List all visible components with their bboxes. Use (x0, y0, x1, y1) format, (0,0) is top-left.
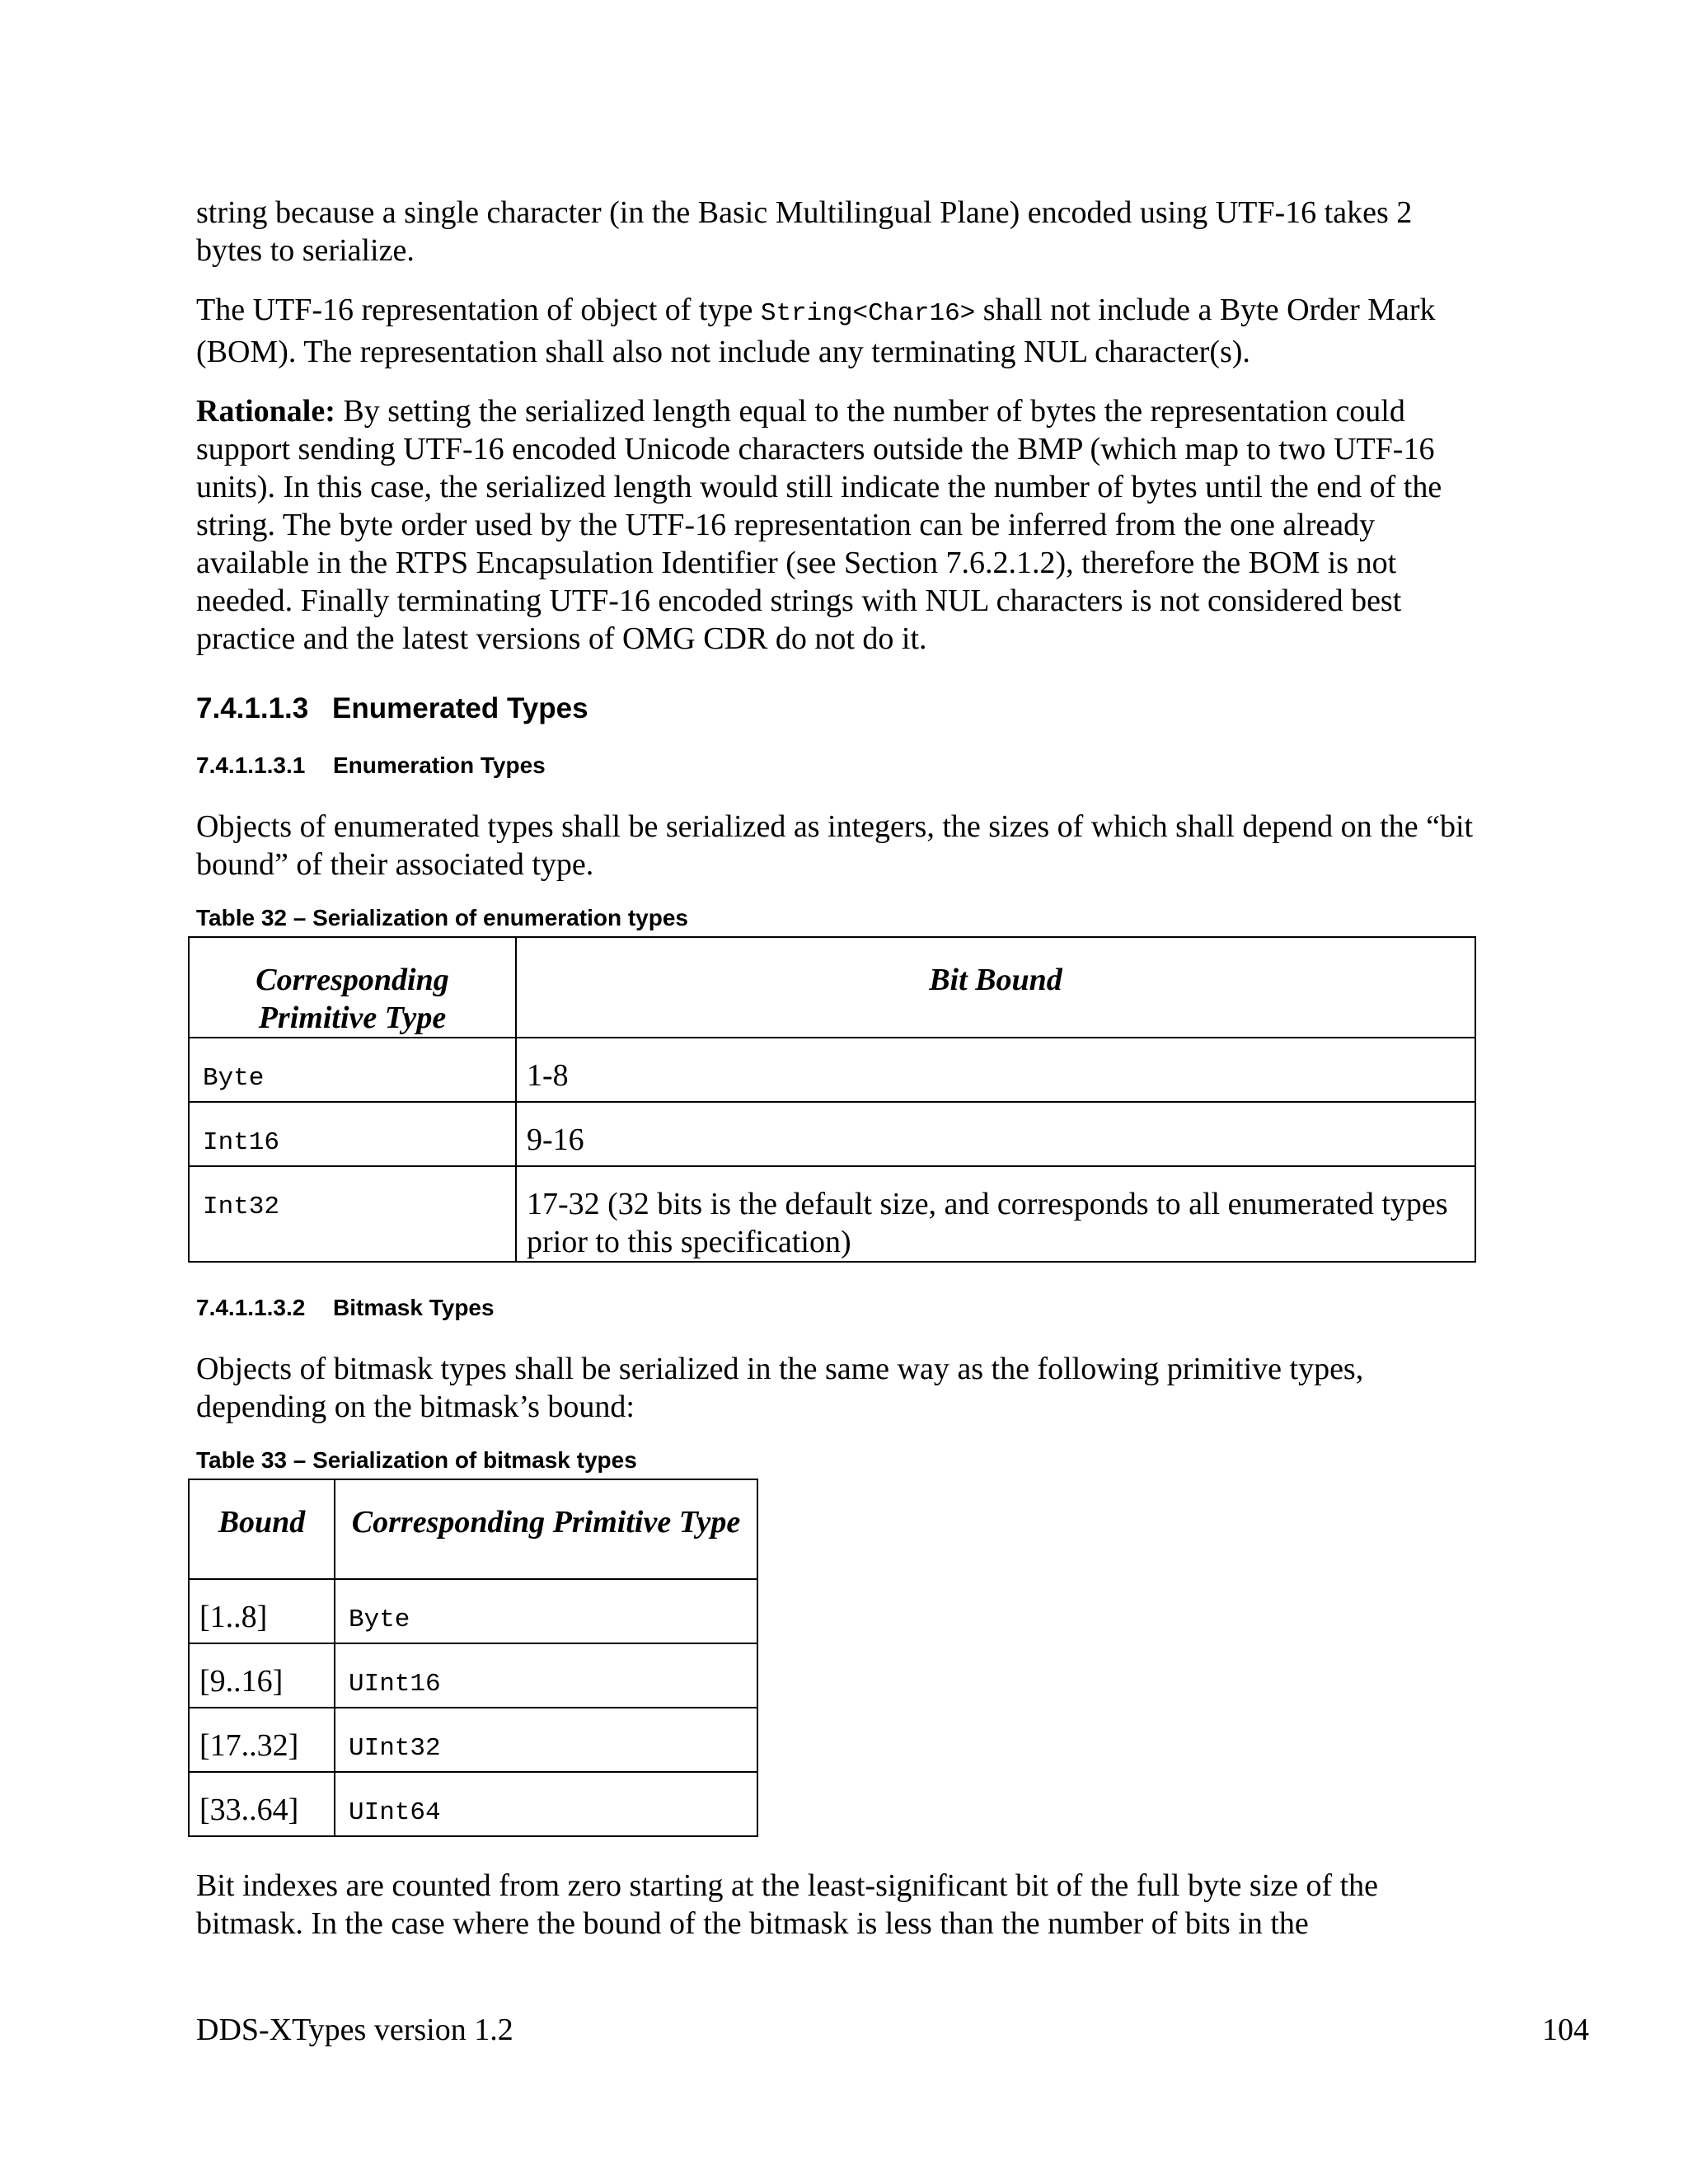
table-cell-bound: [17..32] (189, 1708, 335, 1772)
table-row (189, 1038, 1475, 1102)
heading-enumeration-types (196, 752, 1482, 780)
paragraph-bom-end: shall not include a Byte Order Mark (BOM). The representation shall also not include any terminating NUL character(s). (196, 293, 1436, 369)
table-32-enumeration-types (188, 936, 1476, 1263)
table-cell-bound: 1-8 (516, 1038, 1475, 1102)
paragraph-enum-intro: Objects of enumerated types shall be serialized as integers, the sizes of which shall depend on the “bit bound” of their associated type. (196, 809, 1474, 882)
table-cell-type: UInt16 (335, 1643, 757, 1708)
table-33-caption: Table 33 – Serialization of bitmask types (196, 1447, 637, 1473)
table-cell-type: UInt64 (335, 1772, 757, 1836)
table-header-cell: Bit Bound (516, 937, 1475, 1038)
table-cell-bound: [9..16] (189, 1643, 335, 1708)
table-row (189, 1166, 1475, 1262)
heading-title: Bitmask Types (333, 1295, 495, 1320)
table-cell-bound: 17-32 (32 bits is the default size, and corresponds to all enumerated types prior to this specification) (516, 1166, 1475, 1262)
table-33-bitmask-types (188, 1479, 758, 1837)
table-cell-bound: [1..8] (189, 1579, 335, 1643)
paragraph-bom (196, 291, 1482, 371)
heading-number: 7.4.1.1.3 (196, 692, 309, 724)
paragraph-rationale (196, 392, 1482, 658)
table-32-caption: Table 32 – Serialization of enumeration types (196, 905, 688, 930)
heading-enumerated-types (196, 691, 1482, 727)
table-row (189, 1772, 757, 1836)
table-cell-type: Byte (189, 1038, 516, 1102)
rationale-label: Rationale: (196, 394, 335, 429)
table-cell-bound: 9-16 (516, 1102, 1475, 1166)
table-header-cell: Corresponding Primitive Type (335, 1479, 757, 1579)
heading-title: Enumeration Types (333, 752, 546, 778)
heading-number: 7.4.1.1.3.1 (196, 752, 306, 778)
rationale-text: By setting the serialized length equal to the number of bytes the representation could support sending UTF-16 encoded Unicode characters outside the BMP (which map to two UTF-16 units). In this case, the serialized length would still indicate the number of bytes until the end of the string. The byte order used by the UTF-16 representation can be inferred from the one already available in the RTPS Encapsulation Identifier (see Section 7.6.2.1.2), therefore the BOM is not needed. Finally terminating UTF-16 encoded strings with NUL characters is not considered best practice and the latest versions of OMG CDR do not do it. (196, 394, 1442, 656)
table-header-cell: Corresponding Primitive Type (189, 937, 516, 1038)
page-content (196, 194, 1482, 1964)
table-cell-type: Int16 (189, 1102, 516, 1166)
table-row (189, 1102, 1475, 1166)
table-cell-bound: [33..64] (189, 1772, 335, 1836)
page-footer (196, 2011, 1589, 2049)
table-cell-type: Byte (335, 1579, 757, 1643)
table-cell-type: UInt32 (335, 1708, 757, 1772)
table-header-cell: Bound (189, 1479, 335, 1579)
paragraph-bit-indexes: Bit indexes are counted from zero starting at the least-significant bit of the full byte size of the bitmask. In the case where the bound of the bitmask is less than the number of bits in the (196, 1868, 1379, 1941)
table-header-row (189, 937, 1475, 1038)
table-row (189, 1708, 757, 1772)
paragraph-bitmask-intro: Objects of bitmask types shall be serialized in the same way as the following primitive types, depending on the bitmask’s bound: (196, 1352, 1364, 1424)
table-cell-type: Int32 (189, 1166, 516, 1262)
paragraph-bom-start: The UTF-16 representation of object of type (196, 293, 761, 327)
inline-code-string-char16: String<Char16> (760, 299, 976, 328)
paragraph-utf16-bytes: string because a single character (in the Basic Multilingual Plane) encoded using UTF-16 takes 2 bytes to serialize. (196, 195, 1413, 268)
table-row (189, 1579, 757, 1643)
table-row (189, 1643, 757, 1708)
heading-bitmask-types (196, 1294, 1482, 1322)
footer-page-number: 104 (1542, 2013, 1589, 2047)
heading-title: Enumerated Types (332, 692, 588, 724)
footer-document-title: DDS-XTypes version 1.2 (196, 2013, 513, 2047)
heading-number: 7.4.1.1.3.2 (196, 1295, 306, 1320)
table-header-row (189, 1479, 757, 1579)
